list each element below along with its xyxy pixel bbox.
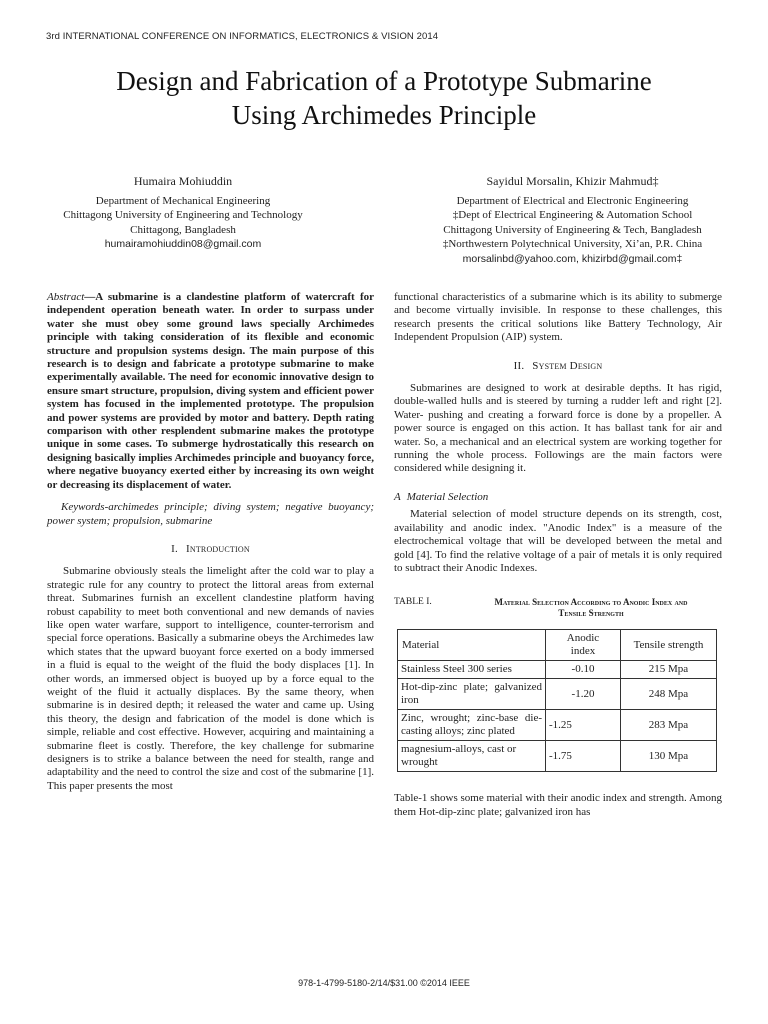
section-number: I. [171,542,178,555]
table-row [398,679,717,710]
section-title: System Design [532,359,603,372]
table-discussion-paragraph: Table-1 shows some material with their anodic index and strength. Among them Hot-dip-zinc plate; galvanized iron has [394,792,722,818]
author-affiliation: ‡Dept of Electrical Engineering & Automation School [452,209,693,221]
intro-continuation-paragraph: functional characteristics of a submarine which is its ability to submerge and become virtually invisible. In response to these challenges, this research presents the critical solutions like Battery Technology, Air Independent Propulsion (AIP) system. [394,291,722,344]
table-title-line-1: Material Selection According to Anodic Index and [494,597,688,608]
page-footer: 978-1-4799-5180-2/14/$31.00 ©2014 IEEE [298,978,470,988]
author-name: Sayidul Morsalin, Khizir Mahmud‡ [486,174,659,188]
table-cell-anodic-index: -1.25 [546,710,621,741]
author-affiliation: Chittagong University of Engineering and Technology [63,209,303,221]
table-header-cell: Anodic index [546,630,621,661]
author-email: morsalinbd@yahoo.com, khizirbd@gmail.com‡ [462,252,683,265]
author-email: humairamohiuddin08@gmail.com [104,238,262,250]
author-affiliation: Department of Mechanical Engineering [95,194,271,207]
author-affiliation: Chittagong, Bangladesh [130,223,236,236]
table-cell-tensile-strength: 248 Mpa [621,679,717,710]
table-number: TABLE I. [394,597,432,608]
subsection-label: A [394,490,401,503]
abstract-label: Abstract [47,291,85,303]
table-title [460,597,722,619]
left-column [47,291,374,793]
right-column [394,291,722,819]
section-heading-introduction [47,543,374,556]
conference-header: 3rd INTERNATIONAL CONFERENCE ON INFORMATICS, ELECTRONICS & VISION 2014 [46,31,439,42]
author-block-right [400,174,745,266]
abstract-dash: — [84,291,96,303]
table-cell-material: Hot-dip-zinc plate; galvanized iron [398,679,546,710]
table-header-row [398,630,717,661]
section-number: II. [513,359,525,372]
table-cell-material: magnesium-alloys, cast or wrought [398,741,546,772]
abstract [47,291,374,492]
table-row [398,741,717,772]
table-header-cell: Material [398,630,546,661]
abstract-text: A submarine is a clandestine platform of watercraft for independent operation beneath water. In order to surpass under water she must obey some ground laws specially Archimedes principle with taking consideration of its flexible and economic structure and propulsion systems design. The main purpose of this research is to design and fabricate a prototype submarine to make experimentally available. The need for economic innovative design to ensure smart structure, propulsion, diving system and efficient power system has focused in the implemented prototype. The propulsion and power systems are provided by motor and battery. Depth rating comparison with other resplendent submarine makes the prototype unique in some cases. To submerge hydrostatically this research on designing basically implies Archimedes principle and buoyancy force, where negative buoyancy exerted either by increasing its own weight or decreasing its displacement of water. [47,291,374,491]
author-affiliation: ‡Northwestern Polytechnical University, Xi’an, P.R. China [442,238,703,250]
table-caption [394,597,722,619]
table-cell-material: Zinc, wrought; zinc-base die-casting alloys; zinc plated [398,710,546,741]
table-row [398,710,717,741]
title-line-1: Design and Fabrication of a Prototype Submarine [116,66,652,96]
author-block-left [18,174,348,252]
section-title: Introduction [185,542,250,555]
material-table [397,629,717,772]
system-design-paragraph: Submarines are designed to work at desirable depths. It has rigid, double-walled hulls and is steered by turning a rudder left and right [2]. Water- pushing and creating a forward force is done by a propeller. A power source is engaged on this action. It has ballast tank for air and water. So, a mechanical and an electrical system are working together for running the whole process. Followings are the main factors were considered while designing it. [394,382,722,475]
author-affiliation: Department of Electrical and Electronic Engineering [456,194,689,207]
subsection-heading-material-selection [394,491,722,504]
keywords: Keywords-archimedes principle; diving system; negative buoyancy; power system; propulsion, submarine [47,501,374,527]
table-cell-material: Stainless Steel 300 series [398,661,546,679]
table-cell-anodic-index: -0.10 [546,661,621,679]
title-line-2: Using Archimedes Principle [231,100,537,130]
table-cell-tensile-strength: 283 Mpa [621,710,717,741]
table-title-line-2: Tensile Strength [558,608,624,619]
table-cell-anodic-index: -1.20 [546,679,621,710]
table-row [398,661,717,679]
material-selection-paragraph: Material selection of model structure depends on its strength, cost, availability and anodic index. "Anodic Index" is a measure of the electrochemical voltage that will be developed between the metal and gold [4]. To find the relative voltage of a pair of metals it is only required to subtract their Anodic Indexes. [394,508,722,574]
table-cell-tensile-strength: 130 Mpa [621,741,717,772]
table-header-cell: Tensile strength [621,630,717,661]
table-cell-tensile-strength: 215 Mpa [621,661,717,679]
introduction-paragraph: Submarine obviously steals the limelight after the cold war to play a strategic rule for any country to protect the littoral areas from external threat. Submarines furnish an excellent clandestine platform having robust capability to meet both conventional and new demands of navies like open water warfare, support to intelligence, counter-terrorism and special force operations. Basically a submarine obeys the Archimedes law which states that the upward buoyant force exerted on a body immersed in a fluid is equal to the weight of the fluid the body displaces [1]. In other words, an immersed object is buoyed up by a force equal to the weight of the fluid it actually displaces. By the same theory, when submarine is in desired depth; it released the water and came up. Using this theory, the design and fabrication of the model is done which is simple, reliable and cost effective. However, acquiring and maintaining a submarine fleet is costly. Therefore, the key challenge for submarine designers is to strike a balance between the need for stealth, range and adaptability and the need to control the size and cost of the submarine [1]. This paper presents the most [47,565,374,792]
subsection-title: Material Selection [406,490,489,503]
table-cell-anodic-index: -1.75 [546,741,621,772]
author-affiliation: Chittagong University of Engineering & Tech, Bangladesh [443,223,702,236]
section-heading-system-design [394,360,722,373]
author-name: Humaira Mohiuddin [133,174,233,188]
paper-title [0,64,768,132]
